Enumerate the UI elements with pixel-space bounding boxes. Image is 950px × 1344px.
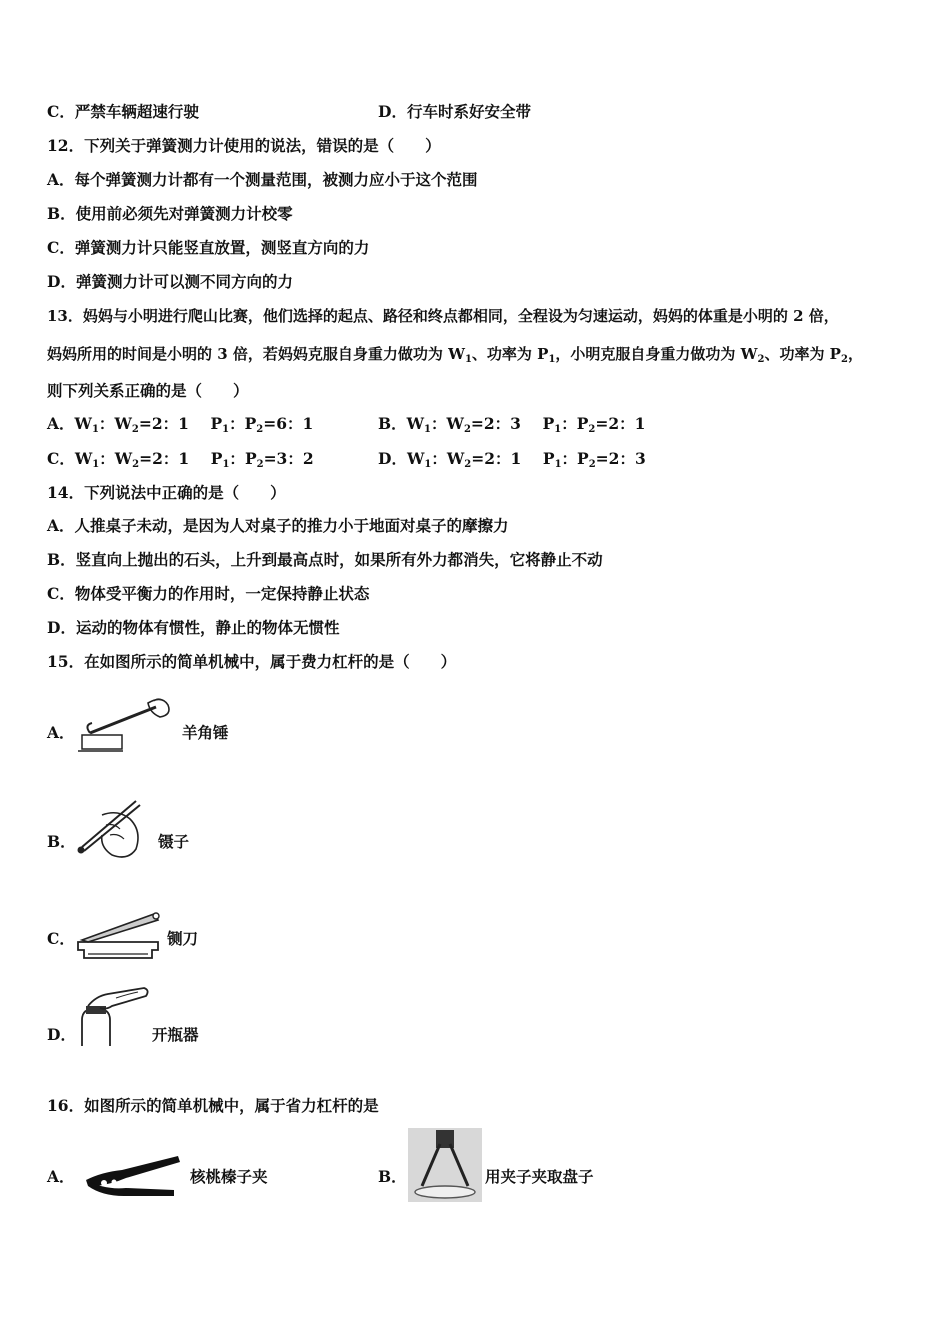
q14-option-b: B．竖直向上抛出的石头，上升到最高点时，如果所有外力都消失，它将静止不动 [47,550,603,569]
q15-option-c-letter: C． [47,929,75,948]
q15-stem: 15．在如图所示的简单机械中，属于费力杠杆的是（ ） [47,652,457,671]
plate-tongs-figure [408,1128,482,1202]
q16-stem: 16．如图所示的简单机械中，属于省力杠杆的是 [47,1096,379,1115]
q16-option-a-letter: A． [47,1167,75,1186]
q16-option-b-caption: 用夹子夹取盘子 [485,1167,594,1186]
q11-option-d: D．行车时系好安全带 [378,102,531,121]
q14-option-c: C．物体受平衡力的作用时，一定保持静止状态 [47,584,370,603]
q14-option-d: D．运动的物体有惯性，静止的物体无惯性 [47,618,340,637]
q15-option-d-caption: 开瓶器 [152,1025,199,1044]
q13-option-c: C．$W_1$：$W_2=2$：1 $P_1$：$P_2=3$：2 [47,449,314,470]
q12-option-c: C．弹簧测力计只能竖直放置，测竖直方向的力 [47,238,370,257]
q15-option-c-caption: 铡刀 [167,929,199,948]
q15-option-a-caption: 羊角锤 [182,723,229,742]
q14-option-a: A．人推桌子未动，是因为人对桌子的推力小于地面对桌子的摩擦力 [47,516,509,535]
nutcracker-figure [82,1150,182,1200]
q12-stem: 12．下列关于弹簧测力计使用的说法，错误的是（ ） [47,136,441,155]
q13-stem-line2: 妈妈所用的时间是小明的 3 倍，若妈妈克服自身重力做功为 $W_1$、功率为 $P_1$，小明克服自身重力做功为 $W_2$、功率为 $P_2$， [47,345,863,365]
bottle-opener-figure [76,986,152,1048]
q15-option-d-letter: D． [47,1025,76,1044]
q12-option-d: D．弹簧测力计可以测不同方向的力 [47,272,293,291]
q13-stem-line3: 则下列关系正确的是（ ） [47,381,249,400]
q11-option-c: C．严禁车辆超速行驶 [47,102,199,121]
q13-option-b: B．$W_1$：$W_2=2$：3 $P_1$：$P_2=2$：1 [378,414,646,435]
q14-stem: 14．下列说法中正确的是（ ） [47,483,286,502]
q13-stem-line1: 13．妈妈与小明进行爬山比赛，他们选择的起点、路径和终点都相同，全程设为匀速运动，妈妈的体重是小明的 2 倍， [47,307,839,325]
guillotine-cutter-figure [74,906,164,964]
q15-option-b-letter: B． [47,832,76,851]
q12-option-b: B．使用前必须先对弹簧测力计校零 [47,204,293,223]
q12-option-a: A．每个弹簧测力计都有一个测量范围，被测力应小于这个范围 [47,170,478,189]
q15-option-b-caption: 镊子 [158,832,190,851]
claw-hammer-figure [78,695,176,755]
q16-option-a-caption: 核桃榛子夹 [190,1167,268,1186]
q15-option-a-letter: A． [47,723,75,742]
q13-option-d: D．$W_1$：$W_2=2$：1 $P_1$：$P_2=2$：3 [378,449,646,470]
q16-option-b-letter: B． [378,1167,407,1186]
tweezers-figure [72,795,154,867]
q13-option-a: A．$W_1$：$W_2=2$：1 $P_1$：$P_2=6$：1 [47,414,314,435]
